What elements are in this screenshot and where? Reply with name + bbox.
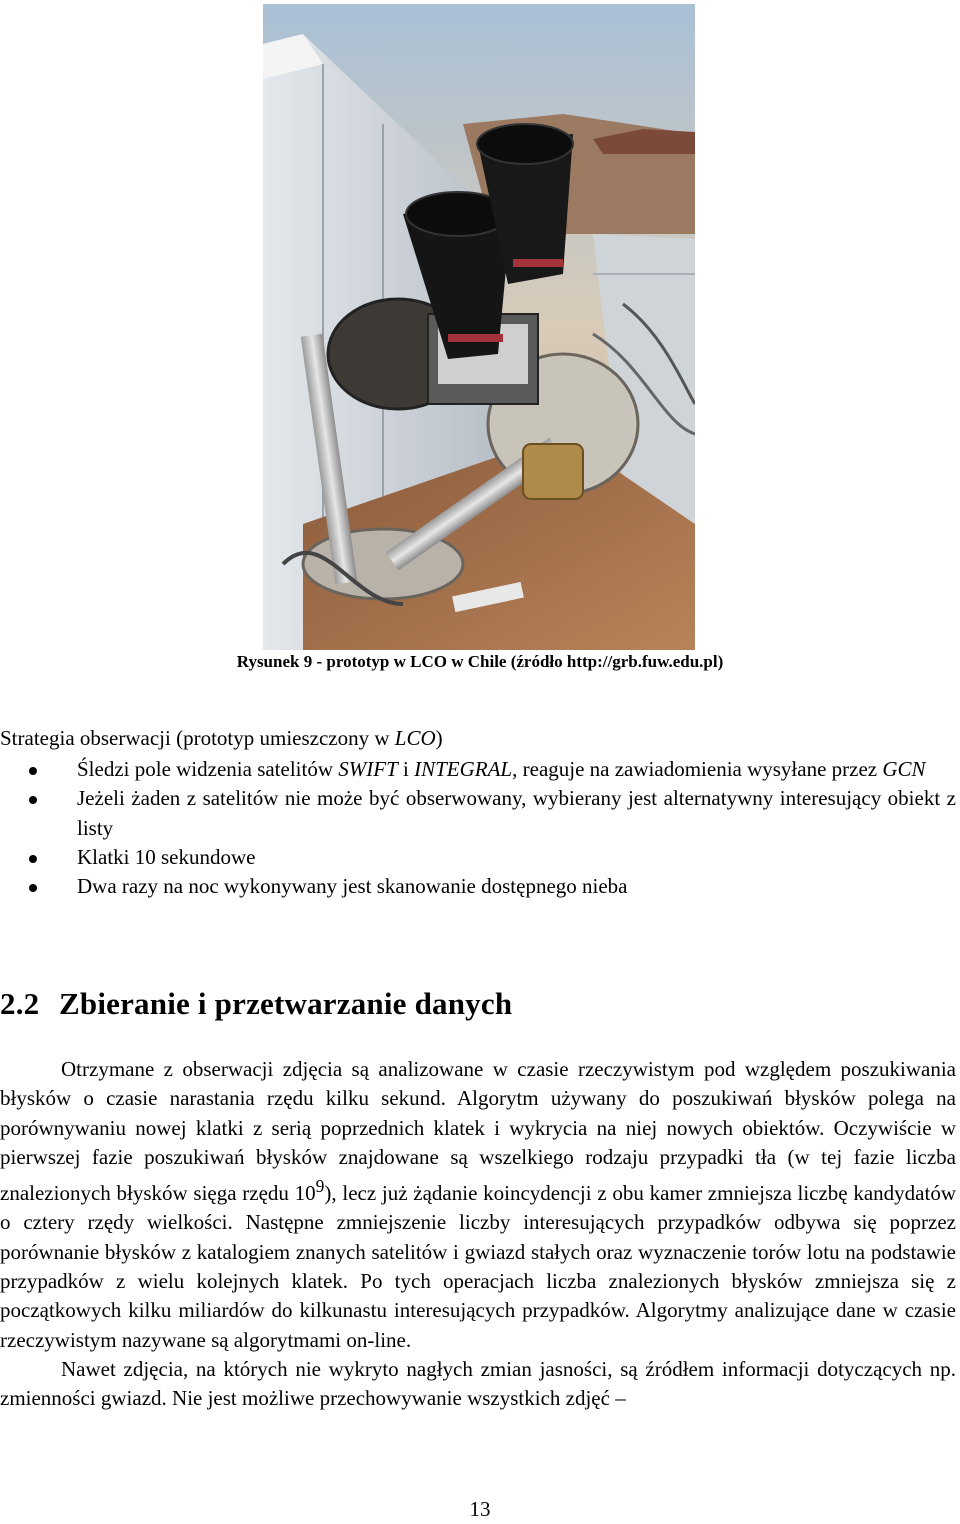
bullet-item — [0, 843, 956, 872]
telescope-photo — [263, 4, 695, 650]
bullet-dot — [29, 855, 37, 863]
bullet-dot — [29, 884, 37, 892]
body-paragraph: Nawet zdjęcia, na których nie wykryto nagłych zmian jasności, są źródłem informacji dotyczących np. zmienności gwiazd. Nie jest możliwe przechowywanie wszystkich zdjęć – — [0, 1356, 956, 1411]
strategy-intro — [0, 724, 956, 753]
section-title: Zbieranie i przetwarzanie danych — [59, 986, 513, 1021]
bullet-text: Śledzi pole widzenia satelitów — [77, 757, 339, 781]
bullet-dot — [29, 767, 37, 775]
bullet-dot — [29, 796, 37, 804]
intro-text-end: ) — [435, 726, 443, 750]
figure-caption: Rysunek 9 - prototyp w LCO w Chile (źródło http://grb.fuw.edu.pl) — [236, 652, 724, 671]
body-text: Otrzymane z obserwacji zdjęcia są analizowane w czasie rzeczywistym pod względem poszukiwania błysków o czasie narastania rzędu kilku sekund. Algorytm używany do poszukiwań błysków polega na porównywaniu nowej klatki z serią poprzednich klatek i wykrycia na niej nowych obiektów. Oczywiście w pierwszej fazie poszukiwań błysków znajdowane są wszelkiego rodzaju przypadki tła (w tej fazie liczba znalezionych błysków sięga rzędu 10 — [0, 1057, 956, 1206]
bullet-em: INTEGRAL — [414, 757, 513, 781]
bullet-text: i — [397, 757, 415, 781]
body-paragraph — [0, 1055, 956, 1355]
bullet-item — [0, 755, 956, 784]
strategy-bullet-list — [0, 755, 956, 901]
section-body — [0, 1055, 956, 1414]
exponent: 9 — [315, 1176, 325, 1197]
bullet-text: Dwa razy na noc wykonywany jest skanowanie dostępnego nieba — [77, 874, 628, 899]
intro-text: Strategia obserwacji (prototyp umieszczony w — [0, 726, 395, 750]
section-heading — [0, 986, 512, 1022]
intro-em: LCO — [394, 726, 436, 750]
page-number: 13 — [469, 1497, 491, 1521]
bullet-item — [0, 872, 956, 901]
section-number: 2.2 — [0, 986, 40, 1021]
bullet-text: Klatki 10 sekundowe — [77, 844, 256, 869]
bullet-em: GCN — [882, 757, 926, 781]
bullet-text: , reaguje na zawiadomienia wysyłane przez — [512, 757, 883, 781]
bullet-item — [0, 784, 956, 843]
bullet-em: SWIFT — [338, 757, 398, 781]
body-text: ), lecz już żądanie koincydencji z obu kamer zmniejsza liczbę kandydatów o cztery rzędy wielkości. Następne zmniejszenie liczby interesujących przypadków odbywa się poprzez porównanie błysków z katalogiem znanych satelitów i gwiazd stałych oraz wyznaczenie torów lotu na podstawie przypadków z wielu kolejnych klatek. Po tych operacjach liczba znalezionych błysków zmniejsza się z początkowych kilku miliardów do kilkunastu interesujących przypadków. Algorytmy analizujące dane w czasie rzeczywistym nazywane są algorytmami on-line. — [0, 1181, 956, 1352]
bullet-text: Jeżeli żaden z satelitów nie może być obserwowany, wybierany jest alternatywny interesujący obiekt z listy — [77, 786, 956, 840]
